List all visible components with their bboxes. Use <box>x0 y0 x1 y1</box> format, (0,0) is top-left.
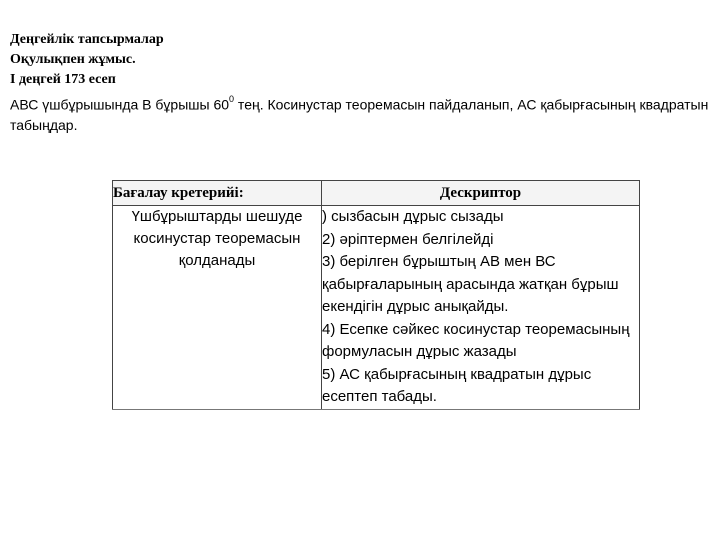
criterion-header: Бағалау кретерийі: <box>113 181 322 206</box>
descriptor-item: 4) Есепке сәйкес косинустар теоремасының формуласын дұрыс жазады <box>322 320 630 360</box>
criterion-cell: Үшбұрыштарды шешуде косинустар теоремасын қолданады <box>113 206 322 410</box>
descriptor-item: 2) әріптермен белгілейді <box>322 230 494 248</box>
rubric-table <box>112 180 640 410</box>
table-header-row <box>113 181 640 206</box>
table-row <box>113 206 640 410</box>
task-text-after: тең. Косинустар теоремасын пайдаланып, АС қабырғасының квадратын табыңдар. <box>10 96 709 133</box>
descriptor-item: ) сызбасын дұрыс сызады <box>322 208 504 225</box>
task-header <box>10 30 710 135</box>
descriptor-item: 5) АС қабырғасының квадратын дұрыс есептеп табады. <box>322 365 592 405</box>
section-subtitle: Оқулықпен жұмыс. <box>10 52 136 67</box>
task-text-before: АВС үшбұрышында В бұрышы 60 <box>10 96 230 113</box>
degree-mark: 0 <box>229 94 235 104</box>
level-label: I деңгей 173 есеп <box>10 72 116 87</box>
descriptor-item: 3) берілген бұрыштың АВ мен ВС қабырғаларының арасында жатқан бұрыш екендігін дұрыс анықайды. <box>322 253 619 315</box>
descriptor-header: Дескриптор <box>322 181 640 206</box>
descriptor-cell <box>322 206 640 410</box>
task-text <box>10 91 710 135</box>
section-title: Деңгейлік тапсырмалар <box>10 32 164 47</box>
